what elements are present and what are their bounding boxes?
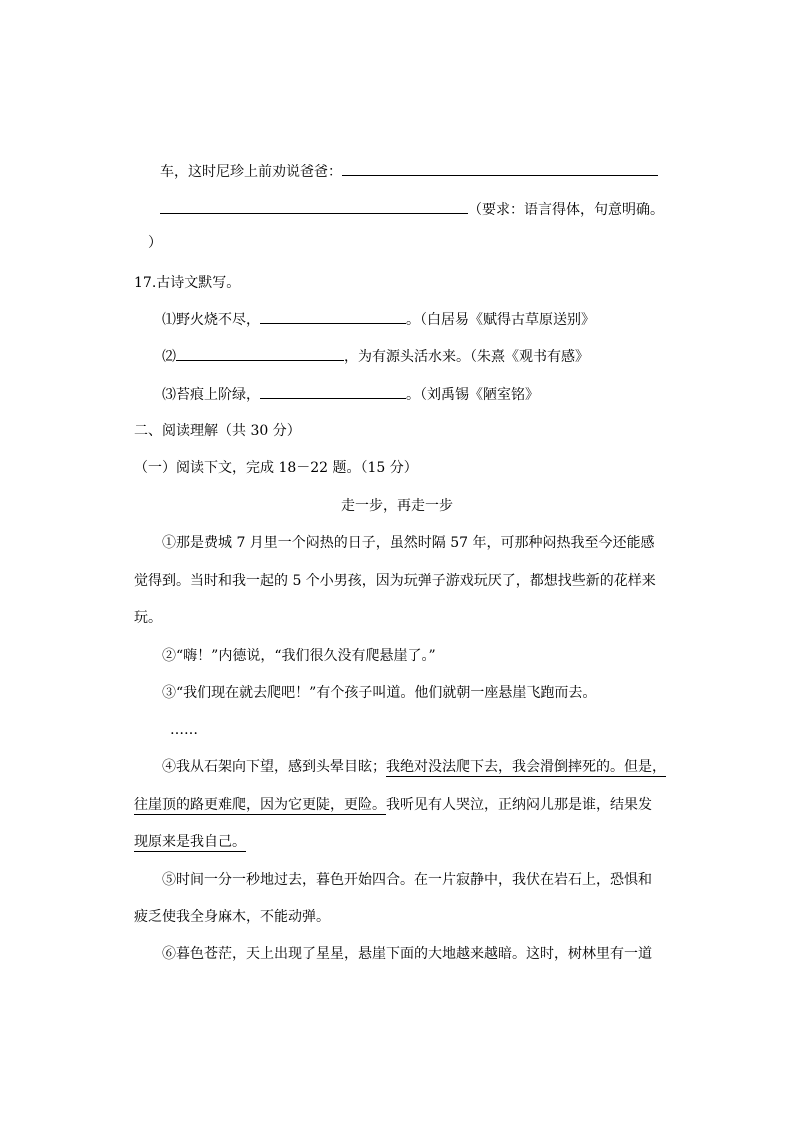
answer-blank[interactable] [160, 199, 468, 214]
p4-line2-underlined: 往崖顶的路更难爬，因为它更陡，更险。 [134, 797, 386, 813]
q17-item-2 [162, 346, 589, 367]
q16-line1 [160, 161, 658, 182]
q17-title [134, 273, 240, 293]
answer-blank[interactable] [342, 161, 658, 176]
p1-line1: ①那是费城 7 月里一个闷热的日子，虽然时隔 57 年，可那种闷热我至今还能感 [162, 535, 655, 551]
q17-item-1 [162, 309, 595, 330]
section-heading [134, 421, 301, 441]
p1-line2: 觉得到。当时和我一起的 5 个小男孩，因为玩弹子游戏玩厌了，都想找些新的花样来 [134, 573, 656, 589]
answer-blank[interactable] [176, 346, 344, 361]
p4-line1-underlined: 我绝对没法爬下去，我会滑倒摔死的。但是， [386, 759, 666, 775]
q17-item-3 [162, 384, 539, 405]
ellipsis [170, 720, 198, 740]
q17-item3-suffix: 。（刘禹锡《陋室铭》 [406, 387, 539, 403]
paragraph-1-line-1 [162, 533, 655, 553]
q17-item2-prefix: ⑵ [162, 349, 176, 365]
p5-line2: 疲乏使我全身麻木，不能动弹。 [134, 909, 330, 925]
p3-text: ③“我们现在就去爬吧！”有个孩子叫道。他们就朝一座悬崖飞跑而去。 [162, 685, 597, 701]
ellipsis-text: …… [170, 722, 198, 738]
p6-line1: ⑥暮色苍茫，天上出现了星星，悬崖下面的大地越来越暗。这时，树林里有一道 [162, 946, 652, 962]
q16-line3 [148, 233, 162, 253]
paragraph-5-line-2 [134, 907, 330, 927]
paragraph-6-line-1 [162, 944, 652, 964]
p1-line3: 玩。 [134, 610, 162, 626]
q16-close-paren: ） [148, 235, 162, 251]
q17-item3-prefix: ⑶苔痕上阶绿， [162, 387, 260, 403]
answer-blank[interactable] [260, 384, 406, 399]
q16-line2 [160, 199, 664, 220]
passage-title [0, 496, 794, 516]
paragraph-5-line-1 [162, 870, 652, 890]
q16-requirement: （要求：语言得体，句意明确。 [468, 202, 664, 218]
p4-line1-plain: ④我从石架向下望，感到头晕目眩； [162, 759, 386, 775]
q17-item1-suffix: 。（白居易《赋得古草原送别》 [406, 312, 595, 328]
paragraph-4-line-3 [134, 832, 246, 852]
p4-line3-underlined: 现原来是我自己。 [134, 834, 246, 850]
p2-text: ②“嗨！”内德说，“我们很久没有爬悬崖了。” [162, 648, 436, 664]
paragraph-1-line-3 [134, 608, 162, 628]
subsection-heading-text: （一）阅读下文，完成 18－22 题。（15 分） [134, 460, 418, 476]
paragraph-2 [162, 646, 436, 666]
subsection-heading [134, 458, 418, 478]
paragraph-3 [162, 683, 596, 703]
section-heading-text: 二、阅读理解（共 30 分） [134, 423, 301, 439]
q17-item2-suffix: ，为有源头活水来。（朱熹《观书有感》 [344, 349, 589, 365]
p4-line2-plain: 我听见有人哭泣，正纳闷儿那是谁，结果发 [386, 797, 652, 813]
p5-line1: ⑤时间一分一秒地过去，暮色开始四合。在一片寂静中，我伏在岩石上，恐惧和 [162, 872, 652, 888]
q16-text: 车，这时尼珍上前劝说爸爸： [160, 164, 342, 180]
passage-title-text: 走一步，再走一步 [341, 498, 453, 514]
paragraph-1-line-2 [134, 571, 656, 591]
paragraph-4-line-1 [162, 757, 666, 777]
paragraph-4-line-2 [134, 795, 652, 815]
q17-title-text: 17.古诗文默写。 [134, 275, 241, 291]
q17-item1-prefix: ⑴野火烧不尽， [162, 312, 260, 328]
answer-blank[interactable] [260, 309, 406, 324]
